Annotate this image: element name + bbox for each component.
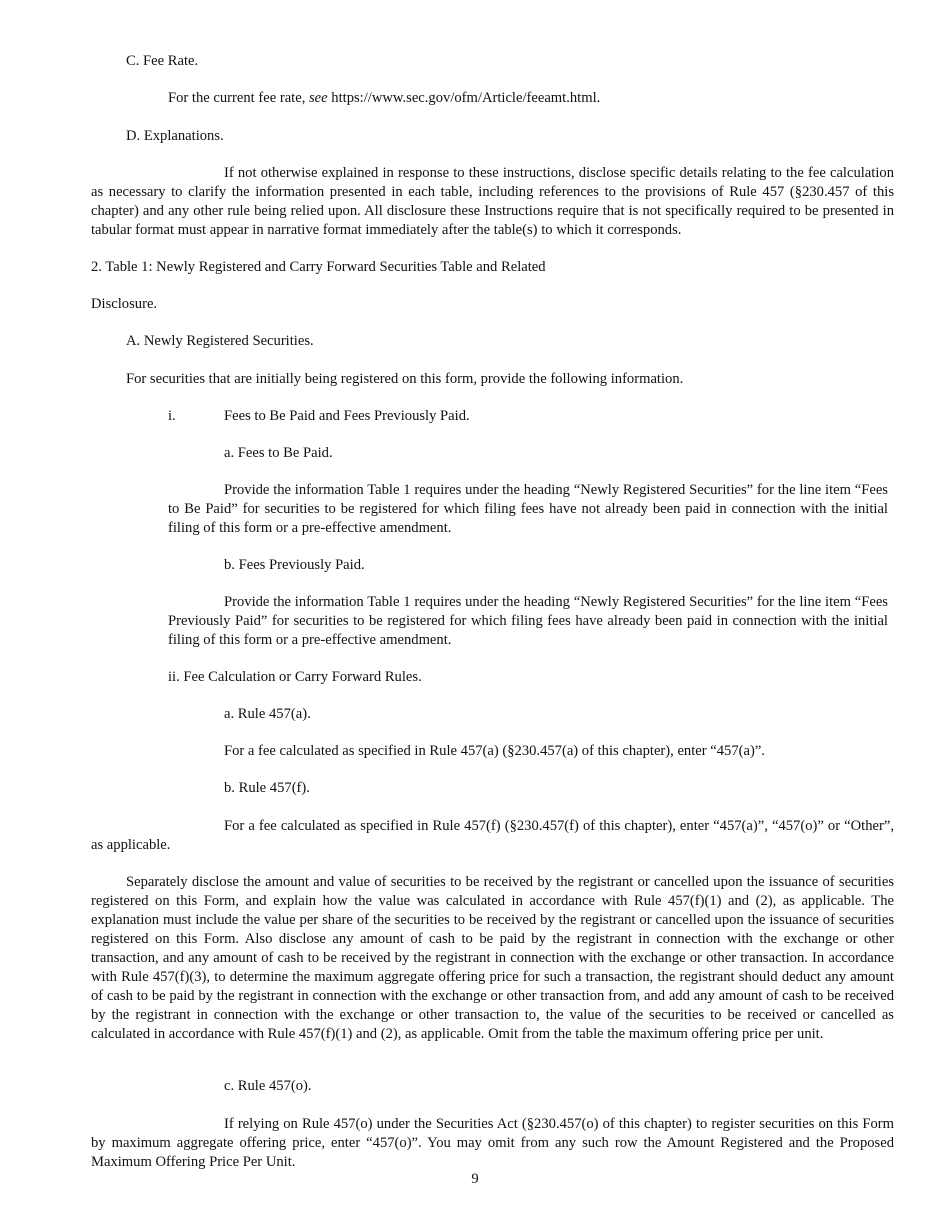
rule-457a-text: For a fee calculated as specified in Rule 457(a) (§230.457(a) of this chapter), enter “457(a)”. [224, 743, 765, 759]
heading-d-explanations: D. Explanations. [126, 128, 224, 144]
fee-rate-text [168, 89, 600, 108]
newly-registered-text: For securities that are initially being registered on this form, provide the following information. [126, 371, 684, 387]
table1-heading-line1: 2. Table 1: Newly Registered and Carry Forward Securities Table and Related [91, 259, 546, 275]
fee-rate-url: https://www.sec.gov/ofm/Article/feeamt.html. [327, 90, 601, 106]
rule-457f-heading: b. Rule 457(f). [224, 780, 310, 796]
rule-457a-heading: a. Rule 457(a). [224, 706, 311, 722]
rule-457o-heading: c. Rule 457(o). [224, 1078, 312, 1094]
page-number: 9 [471, 1171, 479, 1187]
fee-rate-see: see [309, 90, 328, 106]
fees-to-be-paid-heading: a. Fees to Be Paid. [224, 445, 333, 461]
rule-457f-paragraph: For a fee calculated as specified in Rule 457(f) (§230.457(f) of this chapter), enter “457(a)”, “457(o)” or “Other”, as applicable. [91, 818, 894, 853]
item-i-numeral: i. [168, 408, 176, 424]
item-ii-heading: ii. Fee Calculation or Carry Forward Rules. [168, 669, 422, 685]
rule-457f-disclosure-paragraph: Separately disclose the amount and value of securities to be received by the registrant or cancelled upon the issuance of securities registered on this Form, and explain how the value was calculated in accordance with Rule 457(f)(1) and (2), as applicable. The explanation must include the value per share of the securities to be received by the registrant or cancelled upon the issuance of securities registered on this Form. Also disclose any amount of cash to be paid by the registrant in connection with the exchange or other transaction, and any amount of cash to be received by the registrant in connection with the exchange or other transaction. In accordance with Rule 457(f)(3), to determine the maximum aggregate offering price for such a transaction, the registrant should deduct any amount of cash to be paid by the registrant in connection with the exchange or other transaction from, and add any amount of cash to be received by the registrant in connection with the exchange or other transaction to, the value of the securities to be received or cancelled as calculated in accordance with Rule 457(f)(1) and (2), as applicable. Omit from the table the maximum offering price per unit. [91, 874, 894, 1042]
item-i-heading: Fees to Be Paid and Fees Previously Paid. [224, 408, 470, 424]
fees-to-be-paid-paragraph: Provide the information Table 1 requires under the heading “Newly Registered Securities” for the line item “Fees to Be Paid” for securities to be registered for which filing fees have not already been paid in connection with the initial filing of this form or a pre-effective amendment. [168, 482, 888, 536]
table1-heading-line2: Disclosure. [91, 296, 158, 312]
explanations-paragraph: If not otherwise explained in response to these instructions, disclose specific details relating to the fee calculation as necessary to clarify the information presented in each table, including references to the provisions of Rule 457 (§230.457 of this chapter) and any other rule being relied upon. All disclosure these Instructions require that is not specifically required to be presented in tabular format must appear in narrative format immediately after the table(s) to which it corresponds. [91, 165, 894, 238]
heading-c-fee-rate: C. Fee Rate. [126, 53, 199, 69]
fees-previously-paid-heading: b. Fees Previously Paid. [224, 557, 365, 573]
fee-rate-pre: For the current fee rate, [168, 90, 309, 106]
fees-previously-paid-paragraph: Provide the information Table 1 requires under the heading “Newly Registered Securities” for the line item “Fees Previously Paid” for securities to be registered for which filing fees have already been paid in connection with the initial filing of this form or a pre-effective amendment. [168, 594, 888, 648]
rule-457o-paragraph: If relying on Rule 457(o) under the Securities Act (§230.457(o) of this chapter) to register securities on this Form by maximum aggregate offering price, enter “457(o)”. You may omit from any such row the Amount Registered and the Proposed Maximum Offering Price Per Unit. [91, 1116, 894, 1170]
heading-a-newly-registered: A. Newly Registered Securities. [126, 333, 314, 349]
